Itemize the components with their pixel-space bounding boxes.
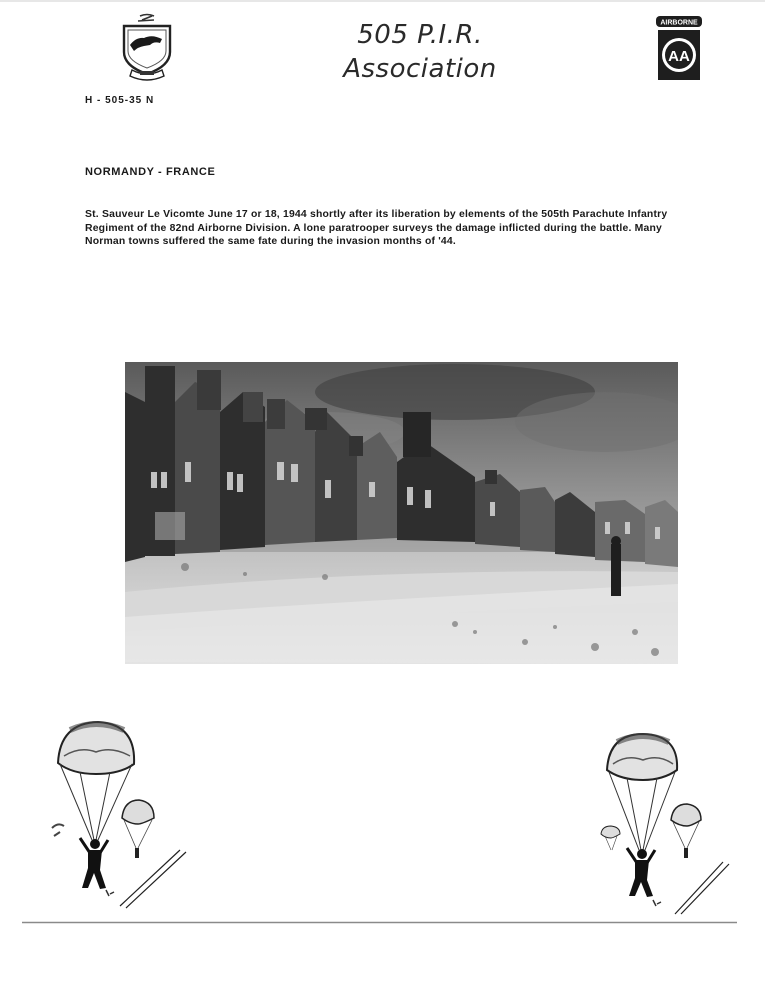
paratrooper-right-icon (595, 730, 735, 915)
footer-divider (22, 921, 737, 924)
ruined-street-photo (125, 362, 678, 664)
airborne-patch-icon (654, 14, 704, 84)
section-heading: NORMANDY - FRANCE (85, 166, 216, 178)
unit-crest-icon (118, 12, 176, 82)
association-title (330, 18, 510, 86)
document-id: H - 505-35 N (85, 95, 155, 106)
scan-edge-line (0, 0, 765, 4)
association-title-line2: Association (343, 54, 497, 84)
patch-letters: AA (668, 48, 690, 65)
patch-tab-text: AIRBORNE (660, 19, 698, 27)
association-title-line1: 505 P.I.R. (357, 20, 483, 50)
photo-caption: St. Sauveur Le Vicomte June 17 or 18, 1944 shortly after its liberation by elements of the 505th Parachute Infantry Regiment of the 82nd Airborne Division. A lone paratrooper surveys the damage inflicted during the battle. Many Norman towns suffered the same fate during the invasion months of '44. (85, 209, 668, 247)
paratrooper-left-icon (50, 718, 190, 913)
